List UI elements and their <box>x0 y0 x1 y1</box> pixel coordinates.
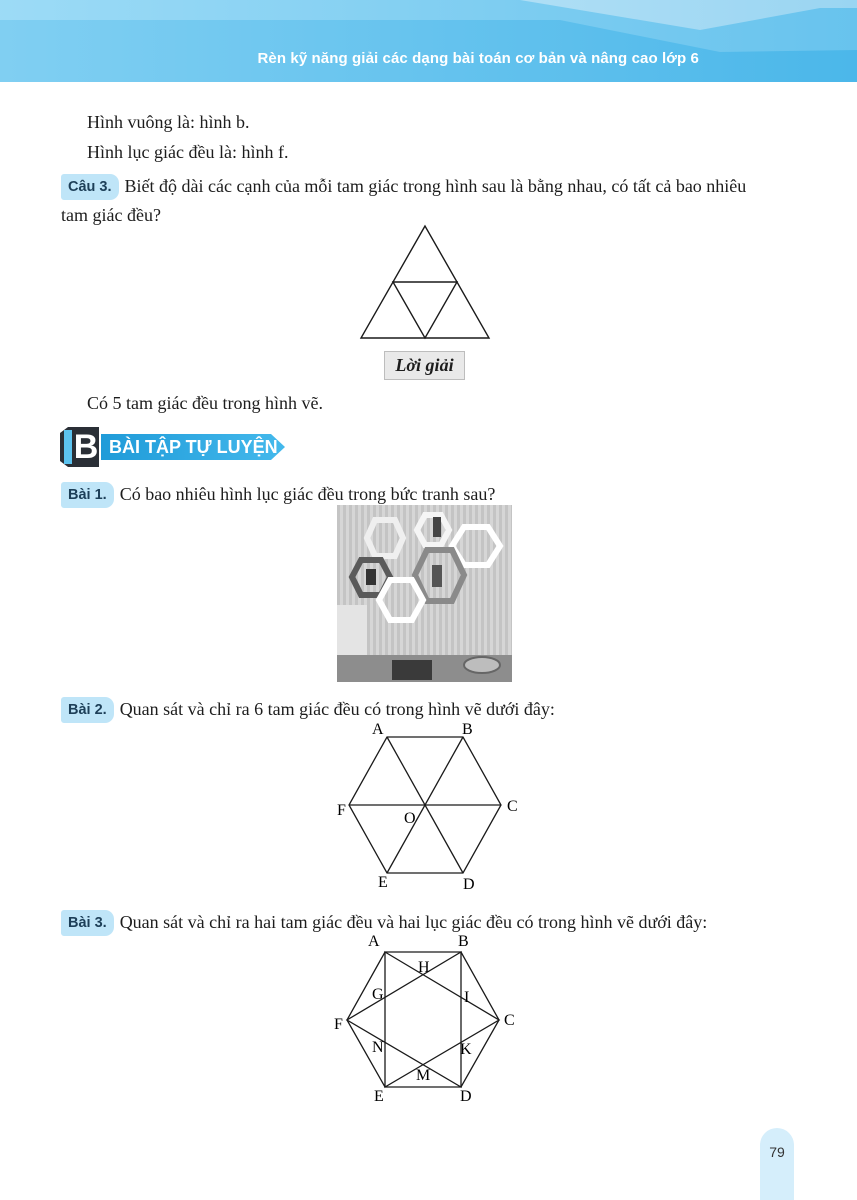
intro-line-square: Hình vuông là: hình b. <box>87 112 250 132</box>
question-3-answer: Có 5 tam giác đều trong hình vẽ. <box>87 393 323 413</box>
label-c: C <box>504 1012 515 1029</box>
section-b-title: BÀI TẬP TỰ LUYỆN <box>109 437 278 457</box>
inner-triangle <box>393 282 457 338</box>
header-banner <box>0 0 857 82</box>
page-number-tab <box>760 1128 794 1200</box>
label-b: B <box>462 721 473 738</box>
question-3 <box>61 175 746 201</box>
question-3-tag: Câu 3. <box>61 174 119 200</box>
exercise-1-tag: Bài 1. <box>61 482 114 508</box>
question-3-text-line2: tam giác đều? <box>61 205 161 225</box>
label-f: F <box>334 1016 343 1033</box>
exercise-1-text: Có bao nhiêu hình lục giác đều trong bức tranh sau? <box>119 484 496 504</box>
label-o: O <box>404 810 416 827</box>
section-b-letter: B <box>73 428 99 466</box>
header-title: Rèn kỹ năng giải các dạng bài toán cơ bản và nâng cao lớp 6 <box>257 50 699 67</box>
label-d: D <box>463 876 475 893</box>
label-m: M <box>416 1067 431 1084</box>
hexagon-shelves-photo <box>337 505 512 682</box>
label-e: E <box>378 874 388 891</box>
label-a: A <box>368 933 380 950</box>
label-g: G <box>372 986 384 1003</box>
page-number: 79 <box>769 1144 785 1160</box>
label-b: B <box>458 933 469 950</box>
label-i: I <box>464 989 470 1006</box>
hexagon-figure-3 <box>330 932 530 1110</box>
question-3-text-line1: Biết độ dài các cạnh của mỗi tam giác trong hình sau là bằng nhau, có tất cả bao nhiêu <box>124 176 747 196</box>
label-h: H <box>418 959 430 976</box>
triangle-ace <box>385 952 499 1087</box>
label-n: N <box>372 1039 384 1056</box>
label-k: K <box>460 1041 472 1058</box>
label-d: D <box>460 1088 472 1105</box>
label-c: C <box>507 798 518 815</box>
intro-line-hexagon: Hình lục giác đều là: hình f. <box>87 142 289 162</box>
label-f: F <box>337 802 346 819</box>
exercise-2-text: Quan sát và chỉ ra 6 tam giác đều có trong hình vẽ dưới đây: <box>119 699 555 719</box>
solution-label: Lời giải <box>384 351 465 380</box>
triangle-bdf <box>347 952 461 1087</box>
hexagon-figure-2 <box>330 718 530 896</box>
exercise-3-tag: Bài 3. <box>61 910 114 936</box>
exercise-2-tag: Bài 2. <box>61 697 114 723</box>
label-e: E <box>374 1088 384 1105</box>
triangle-figure <box>358 224 492 340</box>
exercise-3-text: Quan sát và chỉ ra hai tam giác đều và hai lục giác đều có trong hình vẽ dưới đây: <box>119 912 708 932</box>
label-a: A <box>372 721 384 738</box>
